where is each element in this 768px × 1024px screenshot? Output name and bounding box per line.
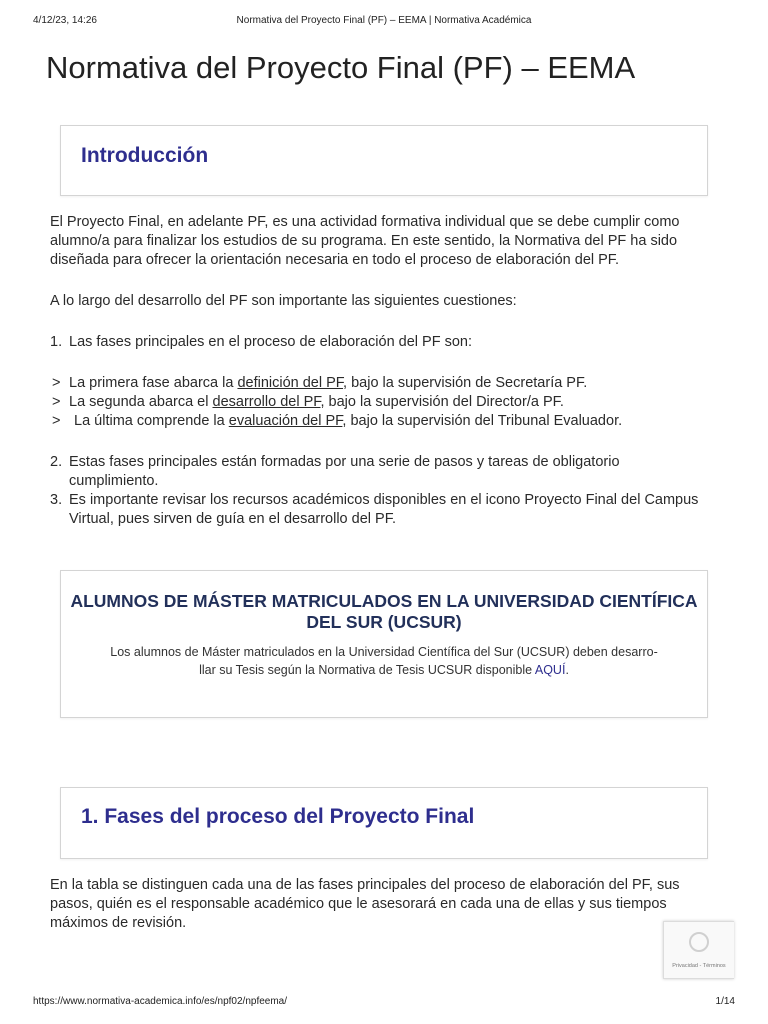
section-fases-heading: 1. Fases del proceso del Proyecto Final xyxy=(81,805,475,828)
desarrollo-pf-link[interactable]: desarrollo del PF xyxy=(212,394,321,410)
aqui-link[interactable]: AQUÍ xyxy=(534,663,566,677)
phase-text: , bajo la supervisión del Director/a PF. xyxy=(320,394,564,410)
list-number: 3. xyxy=(50,492,63,508)
definicion-pf-link[interactable]: definición del PF xyxy=(237,375,344,391)
master-box-title: ALUMNOS DE MÁSTER MATRICULADOS EN LA UNIVERSIDAD CIENTÍFICA DEL SUR (UCSUR) xyxy=(70,591,698,632)
intro-paragraph-1: El Proyecto Final, en adelante PF, es una actividad formativa individual que se debe cumplir como alumno/a para finalizar los estudios de su programa. En este sentido, la Normativa del PF ha sido diseñada para ofrecer la orientación necesaria en todo el proceso de elaboración del PF. xyxy=(50,214,680,268)
phase-text: , bajo la supervisión del Tribunal Evaluador. xyxy=(342,413,623,429)
list-number: 2. xyxy=(50,454,63,470)
intro-box xyxy=(60,125,708,196)
intro-paragraph-2: A lo largo del desarrollo del PF son importante las siguientes cuestiones: xyxy=(50,293,517,309)
recaptcha-privacy-terms[interactable]: Privacidad - Términos xyxy=(672,963,726,969)
list-text: Es importante revisar los recursos académicos disponibles en el icono Proyecto Final del Campus Virtual, pues sirven de guía en el desarrollo del PF. xyxy=(69,492,699,527)
section-fases-box xyxy=(60,787,708,859)
page-title: Normativa del Proyecto Final (PF) – EEMA xyxy=(46,50,636,85)
section-fases-paragraph: En la tabla se distinguen cada una de las fases principales del proceso de elaboración del PF, sus pasos, quién es el responsable académico que le asesorará en cada una de ellas y sus tiempos máximos de revisión. xyxy=(50,877,680,931)
phase-text: La última comprende la xyxy=(74,413,229,429)
master-ucsur-box xyxy=(60,570,708,718)
intro-heading: Introducción xyxy=(81,144,209,167)
recaptcha-badge[interactable] xyxy=(663,921,734,979)
phase-text: La segunda abarca el xyxy=(69,394,213,410)
list-text: Estas fases principales están formadas por una serie de pasos y tareas de obligatorio cumplimiento. xyxy=(69,454,620,489)
print-date: 4/12/23, 14:26 xyxy=(33,15,97,26)
phase-text: , bajo la supervisión de Secretaría PF. xyxy=(343,375,588,391)
page-number: 1/14 xyxy=(715,996,735,1007)
list-text: Las fases principales en el proceso de elaboración del PF son: xyxy=(69,334,473,350)
master-box-text: Los alumnos de Máster matriculados en la Universidad Científica del Sur (UCSUR) deben desarro- llar su Tesis según la Normativa de Tesis UCSUR disponible AQUÍ. xyxy=(110,645,658,677)
chevron-right-icon: > xyxy=(52,375,61,391)
chevron-right-icon: > xyxy=(52,394,61,410)
chevron-right-icon: > xyxy=(52,413,61,429)
recaptcha-icon xyxy=(664,922,734,962)
print-document-title: Normativa del Proyecto Final (PF) – EEMA | Normativa Académica xyxy=(236,15,532,26)
print-url: https://www.normativa-academica.info/es/npf02/npfeema/ xyxy=(33,996,288,1007)
print-header xyxy=(0,15,768,29)
print-footer xyxy=(0,996,768,1010)
evaluacion-pf-link[interactable]: evaluación del PF xyxy=(228,413,343,429)
list-number: 1. xyxy=(50,334,63,350)
phase-text: La primera fase abarca la xyxy=(69,375,238,391)
